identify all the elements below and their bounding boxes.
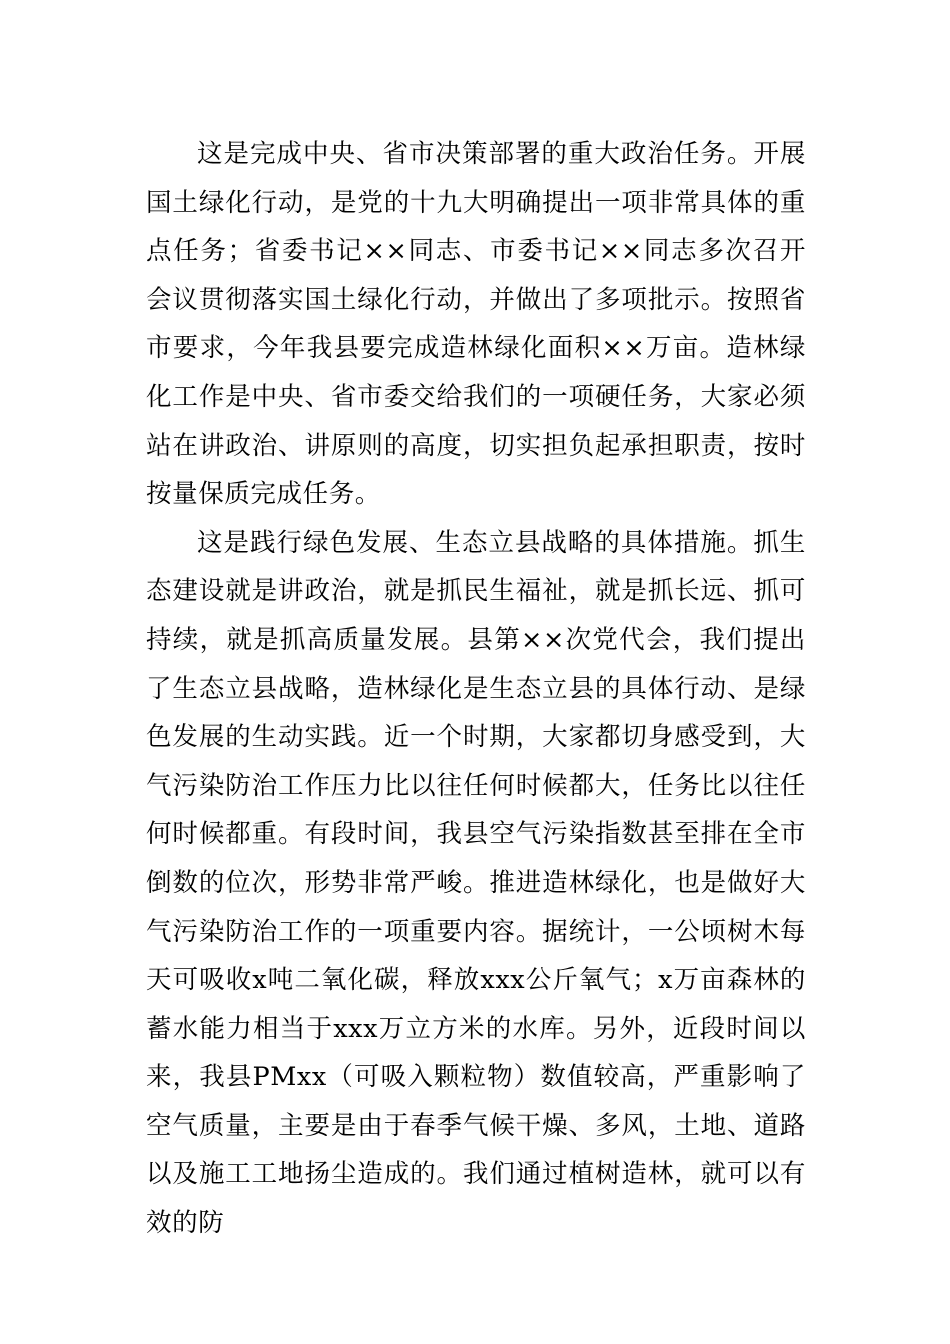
- body-text: [146, 130, 806, 1248]
- paragraph-political-task: 这是完成中央、省市决策部署的重大政治任务。开展国土绿化行动，是党的十九大明确提出一项非常具体的重点任务；省委书记××同志、市委书记××同志多次召开会议贯彻落实国土绿化行动，并做出了多项批示。按照省市要求，今年我县要完成造林绿化面积××万亩。造林绿化工作是中央、省市委交给我们的一项硬任务，大家必须站在讲政治、讲原则的高度，切实担负起承担职责，按时按量保质完成任务。: [146, 139, 806, 510]
- paragraph-green-development: 这是践行绿色发展、生态立县战略的具体措施。抓生态建设就是讲政治，就是抓民生福祉，就是抓长远、抓可持续，就是抓高质量发展。县第××次党代会，我们提出了生态立县战略，造林绿化是生态立县的具体行动、是绿色发展的生动实践。近一个时期，大家都切身感受到，大气污染防治工作压力比以往任何时候都大，任务比以往任何时候都重。有段时间，我县空气污染指数甚至排在全市倒数的位次，形势非常严峻。推进造林绿化，也是做好大气污染防治工作的一项重要内容。据统计，一公顷树木每天可吸收x吨二氧化碳，释放xxx公斤氧气；x万亩森林的蓄水能力相当于xxx万立方米的水库。另外，近段时间以来，我县PMxx（可吸入颗粒物）数值较高，严重影响了空气质量，主要是由于春季气候干燥、多风，土地、道路以及施工工地扬尘造成的。我们通过植树造林，就可以有效的防: [146, 527, 806, 1239]
